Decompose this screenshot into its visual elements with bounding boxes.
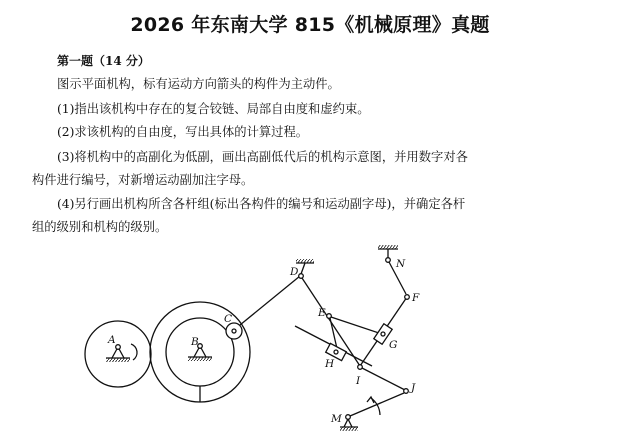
page-title: 2026 年东南大学 815《机械原理》真题 — [130, 14, 490, 36]
label-i: I — [356, 375, 361, 387]
question-item-4: (4)另行画出机构所含各杆组(标出各构件的编号和运动副字母)，并确定各杆 — [57, 197, 466, 211]
cam-a — [85, 321, 151, 387]
question-intro: 图示平面机构，标有运动方向箭头的构件为主动件。 — [57, 77, 340, 91]
label-n: N — [396, 258, 406, 270]
ground-n-hatch — [378, 245, 398, 249]
label-h: H — [325, 358, 335, 370]
pivot-a-pin — [116, 345, 121, 350]
joint-e — [327, 314, 332, 319]
cam-a-profile — [85, 321, 151, 387]
question-item-1: (1)指出该机构中存在的复合铰链、局部自由度和虚约束。 — [57, 102, 370, 116]
joint-g — [381, 332, 385, 336]
ground-a-hatch — [106, 358, 130, 362]
label-j: J — [411, 382, 416, 394]
ground-d-hatch — [296, 259, 314, 263]
link-cd — [240, 276, 300, 325]
joint-j — [404, 389, 409, 394]
label-e: E — [318, 307, 326, 319]
joint-i — [358, 365, 363, 370]
joint-f — [405, 295, 410, 300]
joint-m — [346, 415, 351, 420]
label-g: G — [389, 339, 398, 351]
mechanism-diagram — [0, 240, 620, 439]
question-item-4-continued: 组的级别和机构的级别。 — [32, 220, 168, 234]
rotation-arrowhead-m — [367, 397, 374, 403]
ground-m-leg-left — [344, 419, 348, 427]
label-b: B — [191, 336, 199, 348]
roller-c-pin — [232, 329, 236, 333]
label-a: A — [108, 334, 116, 346]
ground-m-hatch — [340, 427, 358, 431]
question-item-2: (2)求该机构的自由度，写出具体的计算过程。 — [57, 125, 309, 139]
label-m: M — [331, 413, 342, 425]
question-heading: 第一题（14 分） — [57, 54, 150, 68]
label-c: C — [224, 313, 233, 325]
question-item-3: (3)将机构中的高副化为低副，画出高副低代后的机构示意图，并用数字对各 — [57, 150, 468, 164]
label-f: F — [412, 292, 420, 304]
ground-m-leg-right — [348, 419, 352, 427]
disc-b-inner — [166, 318, 234, 386]
label-d: D — [290, 266, 299, 278]
joint-h — [334, 350, 338, 354]
joint-n — [386, 258, 391, 263]
link-eg — [331, 317, 382, 334]
ground-d-leg — [301, 263, 305, 274]
joint-d — [299, 274, 304, 279]
disc-b — [150, 302, 250, 402]
rotation-arrow-a — [131, 344, 137, 360]
ground-b-hatch — [188, 357, 212, 361]
question-item-3-continued: 构件进行编号，对新增运动副加注字母。 — [32, 173, 254, 187]
link-ij — [362, 368, 405, 390]
